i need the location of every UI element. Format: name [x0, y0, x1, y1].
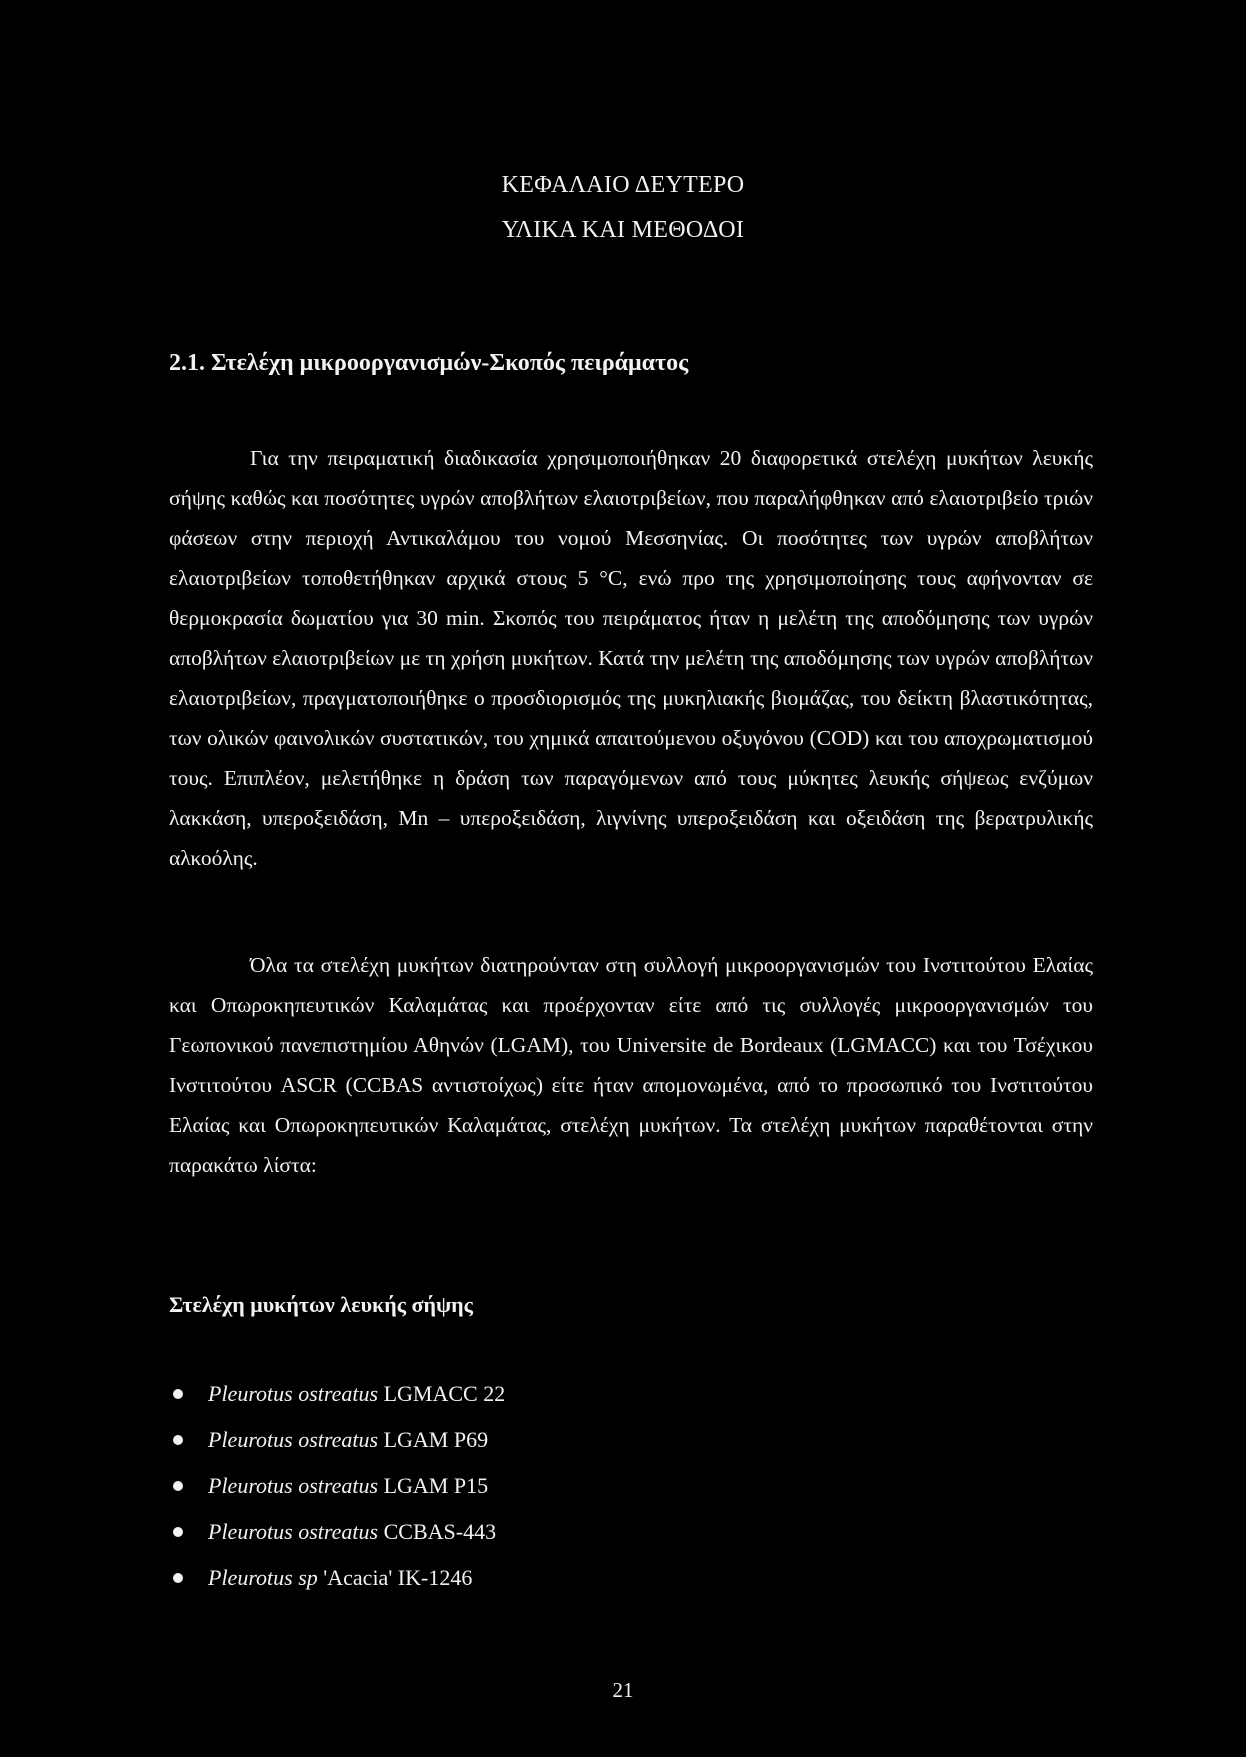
- strain-entry: [208, 1380, 505, 1408]
- page-number: 21: [612, 1678, 634, 1702]
- strain-species: Pleurotus ostreatus: [208, 1473, 379, 1498]
- strain-code: CCBAS-443: [383, 1519, 497, 1544]
- strain-code: LGMACC 22: [383, 1381, 506, 1406]
- paragraph-strain-sources: Όλα τα στελέχη μυκήτων διατηρούνταν στη συλλογή μικροοργανισμών του Ινστιτούτου Ελαίας και Οπωροκηπευτικών Καλαμάτας και προέρχονταν είτε από τις συλλογές μικροοργανισμών του Γεωπονικού πανεπιστημίου Αθηνών (LGAM), του Universite de Bordeaux (LGMACC) και του Τσέχικου Ινστιτούτου ASCR (CCBAS αντιστοίχως) είτε ήταν απομονωμένα, από το προσωπικό του Ινστιτούτου Ελαίας και Οπωροκηπευτικών Καλαμάτας, στελέχη μυκήτων. Τα στελέχη μυκήτων παραθέτονται στην παρακάτω λίστα:: [169, 953, 1093, 1177]
- bullet-icon: [173, 1481, 183, 1491]
- chapter-number: ΚΕΦΑΛΑΙΟ ΔΕΥΤΕΡΟ: [501, 172, 745, 198]
- bullet-icon: [173, 1527, 183, 1537]
- chapter-title: ΥΛΙΚΑ ΚΑΙ ΜΕΘΟΔΟΙ: [501, 217, 745, 243]
- section-heading: 2.1. Στελέχη μικροοργανισμών-Σκοπός πειράματος: [169, 350, 689, 376]
- strain-entry: [208, 1472, 488, 1500]
- bullet-icon: [173, 1435, 183, 1445]
- strain-species: Pleurotus ostreatus: [208, 1519, 379, 1544]
- paragraph-introduction: Για την πειραματική διαδικασία χρησιμοποιήθηκαν 20 διαφορετικά στελέχη μυκήτων λευκής σήψης καθώς και ποσότητες υγρών αποβλήτων ελαιοτριβείων, που παραλήφθηκαν από ελαιοτριβείο τριών φάσεων στην περιοχή Αντικαλάμου του νομού Μεσσηνίας. Οι ποσότητες των υγρών αποβλήτων ελαιοτριβείων τοποθετήθηκαν αρχικά στους 5 °C, ενώ προ της χρησιμοποίησης τους αφήνονταν σε θερμοκρασία δωματίου για 30 min. Σκοπός του πειράματος ήταν η μελέτη της αποδόμησης των υγρών αποβλήτων ελαιοτριβείων με τη χρήση μυκήτων. Κατά την μελέτη της αποδόμησης των υγρών αποβλήτων ελαιοτριβείων, πραγματοποιήθηκε ο προσδιορισμός της μυκηλιακής βιομάζας, του δείκτη βλαστικότητας, των ολικών φαινολικών συστατικών, του χημικά απαιτούμενου οξυγόνου (COD) και του αποχρωματισμού τους. Επιπλέον, μελετήθηκε η δράση των παραγόμενων από τους μύκητες λευκής σήψεως ενζύμων λακκάση, υπεροξειδάση, Mn – υπεροξειδάση, λιγνίνης υπεροξειδάση και οξειδάση της βερατρυλικής αλκοόλης.: [169, 446, 1093, 870]
- strain-entry: [208, 1426, 488, 1454]
- strain-species: Pleurotus ostreatus: [208, 1427, 379, 1452]
- bullet-icon: [173, 1573, 183, 1583]
- strain-code: LGAM P69: [383, 1427, 489, 1452]
- strain-code: 'Acacia' IK-1246: [323, 1565, 473, 1590]
- strain-list-heading: Στελέχη μυκήτων λευκής σήψης: [169, 1292, 473, 1317]
- strain-code: LGAM P15: [383, 1473, 489, 1498]
- strain-species: Pleurotus ostreatus: [208, 1381, 379, 1406]
- strain-entry: [208, 1518, 496, 1546]
- bullet-icon: [173, 1389, 183, 1399]
- strain-species: Pleurotus sp: [208, 1565, 318, 1590]
- strain-entry: [208, 1564, 472, 1592]
